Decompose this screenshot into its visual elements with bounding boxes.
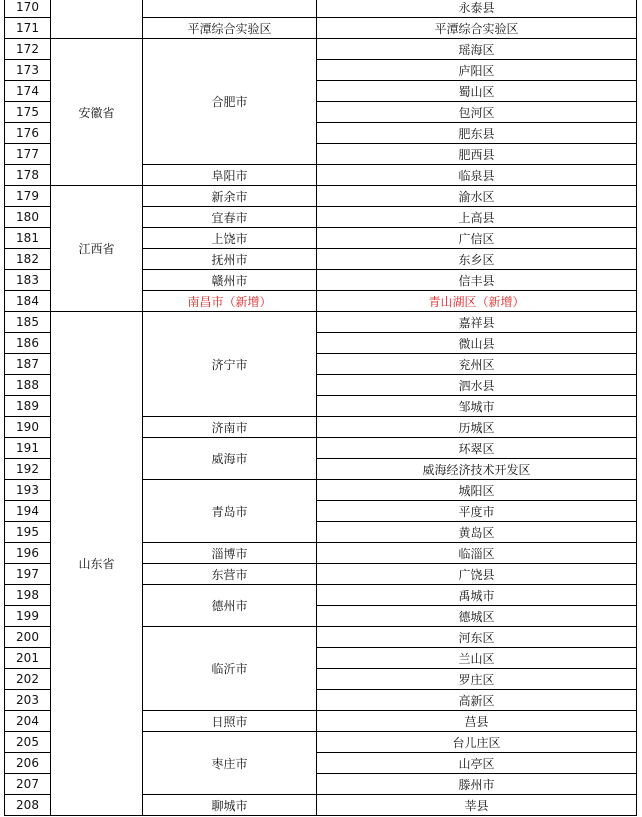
row-number-cell: 208 bbox=[5, 795, 51, 816]
row-number-cell: 198 bbox=[5, 585, 51, 606]
row-number-cell: 194 bbox=[5, 501, 51, 522]
row-number-cell: 174 bbox=[5, 81, 51, 102]
district-cell: 瑶海区 bbox=[317, 39, 637, 60]
city-cell: 宜春市 bbox=[143, 207, 317, 228]
row-number-cell: 172 bbox=[5, 39, 51, 60]
city-cell: 南昌市（新增） bbox=[143, 291, 317, 312]
table-row bbox=[5, 39, 637, 60]
city-cell: 济南市 bbox=[143, 417, 317, 438]
row-number-cell: 185 bbox=[5, 312, 51, 333]
row-number-cell: 204 bbox=[5, 711, 51, 732]
district-cell: 青山湖区（新增） bbox=[317, 291, 637, 312]
row-number-cell: 171 bbox=[5, 18, 51, 39]
city-cell: 日照市 bbox=[143, 711, 317, 732]
district-cell: 莒县 bbox=[317, 711, 637, 732]
district-cell: 德城区 bbox=[317, 606, 637, 627]
district-cell: 兰山区 bbox=[317, 648, 637, 669]
district-cell: 台儿庄区 bbox=[317, 732, 637, 753]
row-number-cell: 180 bbox=[5, 207, 51, 228]
row-number-cell: 170 bbox=[5, 0, 51, 18]
city-cell bbox=[143, 0, 317, 18]
district-cell: 嘉祥县 bbox=[317, 312, 637, 333]
city-cell: 德州市 bbox=[143, 585, 317, 627]
district-cell: 莘县 bbox=[317, 795, 637, 816]
province-cell: 江西省 bbox=[51, 186, 143, 312]
city-cell: 聊城市 bbox=[143, 795, 317, 816]
row-number-cell: 177 bbox=[5, 144, 51, 165]
row-number-cell: 200 bbox=[5, 627, 51, 648]
row-number-cell: 175 bbox=[5, 102, 51, 123]
row-number-cell: 184 bbox=[5, 291, 51, 312]
table-row bbox=[5, 186, 637, 207]
district-cell: 庐阳区 bbox=[317, 60, 637, 81]
district-cell: 威海经济技术开发区 bbox=[317, 459, 637, 480]
district-cell: 临淄区 bbox=[317, 543, 637, 564]
row-number-cell: 190 bbox=[5, 417, 51, 438]
city-cell: 威海市 bbox=[143, 438, 317, 480]
city-cell: 合肥市 bbox=[143, 39, 317, 165]
district-cell: 高新区 bbox=[317, 690, 637, 711]
row-number-cell: 186 bbox=[5, 333, 51, 354]
row-number-cell: 201 bbox=[5, 648, 51, 669]
city-cell: 枣庄市 bbox=[143, 732, 317, 795]
district-cell: 平潭综合实验区 bbox=[317, 18, 637, 39]
city-cell: 抚州市 bbox=[143, 249, 317, 270]
district-cell: 上高县 bbox=[317, 207, 637, 228]
district-cell: 平度市 bbox=[317, 501, 637, 522]
row-number-cell: 207 bbox=[5, 774, 51, 795]
city-cell: 淄博市 bbox=[143, 543, 317, 564]
province-cell bbox=[51, 0, 143, 39]
district-cell: 环翠区 bbox=[317, 438, 637, 459]
row-number-cell: 188 bbox=[5, 375, 51, 396]
row-number-cell: 195 bbox=[5, 522, 51, 543]
district-cell: 河东区 bbox=[317, 627, 637, 648]
district-cell: 东乡区 bbox=[317, 249, 637, 270]
row-number-cell: 179 bbox=[5, 186, 51, 207]
district-cell: 微山县 bbox=[317, 333, 637, 354]
table-body bbox=[5, 0, 637, 816]
district-cell: 临泉县 bbox=[317, 165, 637, 186]
row-number-cell: 199 bbox=[5, 606, 51, 627]
district-cell: 兖州区 bbox=[317, 354, 637, 375]
row-number-cell: 202 bbox=[5, 669, 51, 690]
row-number-cell: 192 bbox=[5, 459, 51, 480]
province-cell: 山东省 bbox=[51, 312, 143, 816]
table-row bbox=[5, 0, 637, 18]
district-cell: 历城区 bbox=[317, 417, 637, 438]
district-cell: 信丰县 bbox=[317, 270, 637, 291]
district-cell: 广信区 bbox=[317, 228, 637, 249]
district-cell: 邹城市 bbox=[317, 396, 637, 417]
row-number-cell: 176 bbox=[5, 123, 51, 144]
district-cell: 罗庄区 bbox=[317, 669, 637, 690]
row-number-cell: 189 bbox=[5, 396, 51, 417]
row-number-cell: 191 bbox=[5, 438, 51, 459]
city-cell: 临沂市 bbox=[143, 627, 317, 711]
row-number-cell: 206 bbox=[5, 753, 51, 774]
table-row bbox=[5, 312, 637, 333]
city-cell: 上饶市 bbox=[143, 228, 317, 249]
row-number-cell: 183 bbox=[5, 270, 51, 291]
district-cell: 渝水区 bbox=[317, 186, 637, 207]
row-number-cell: 196 bbox=[5, 543, 51, 564]
row-number-cell: 181 bbox=[5, 228, 51, 249]
district-cell: 广饶县 bbox=[317, 564, 637, 585]
district-cell: 滕州市 bbox=[317, 774, 637, 795]
district-cell: 禹城市 bbox=[317, 585, 637, 606]
district-cell: 黄岛区 bbox=[317, 522, 637, 543]
region-list-table bbox=[4, 0, 637, 816]
row-number-cell: 193 bbox=[5, 480, 51, 501]
row-number-cell: 203 bbox=[5, 690, 51, 711]
district-cell: 城阳区 bbox=[317, 480, 637, 501]
district-cell: 肥东县 bbox=[317, 123, 637, 144]
district-cell: 肥西县 bbox=[317, 144, 637, 165]
row-number-cell: 178 bbox=[5, 165, 51, 186]
district-cell: 蜀山区 bbox=[317, 81, 637, 102]
row-number-cell: 173 bbox=[5, 60, 51, 81]
district-cell: 泗水县 bbox=[317, 375, 637, 396]
city-cell: 赣州市 bbox=[143, 270, 317, 291]
city-cell: 青岛市 bbox=[143, 480, 317, 543]
city-cell: 阜阳市 bbox=[143, 165, 317, 186]
city-cell: 济宁市 bbox=[143, 312, 317, 417]
row-number-cell: 197 bbox=[5, 564, 51, 585]
row-number-cell: 182 bbox=[5, 249, 51, 270]
city-cell: 东营市 bbox=[143, 564, 317, 585]
row-number-cell: 187 bbox=[5, 354, 51, 375]
district-cell: 山亭区 bbox=[317, 753, 637, 774]
city-cell: 新余市 bbox=[143, 186, 317, 207]
city-cell: 平潭综合实验区 bbox=[143, 18, 317, 39]
row-number-cell: 205 bbox=[5, 732, 51, 753]
province-cell: 安徽省 bbox=[51, 39, 143, 186]
district-cell: 包河区 bbox=[317, 102, 637, 123]
district-cell: 永泰县 bbox=[317, 0, 637, 18]
